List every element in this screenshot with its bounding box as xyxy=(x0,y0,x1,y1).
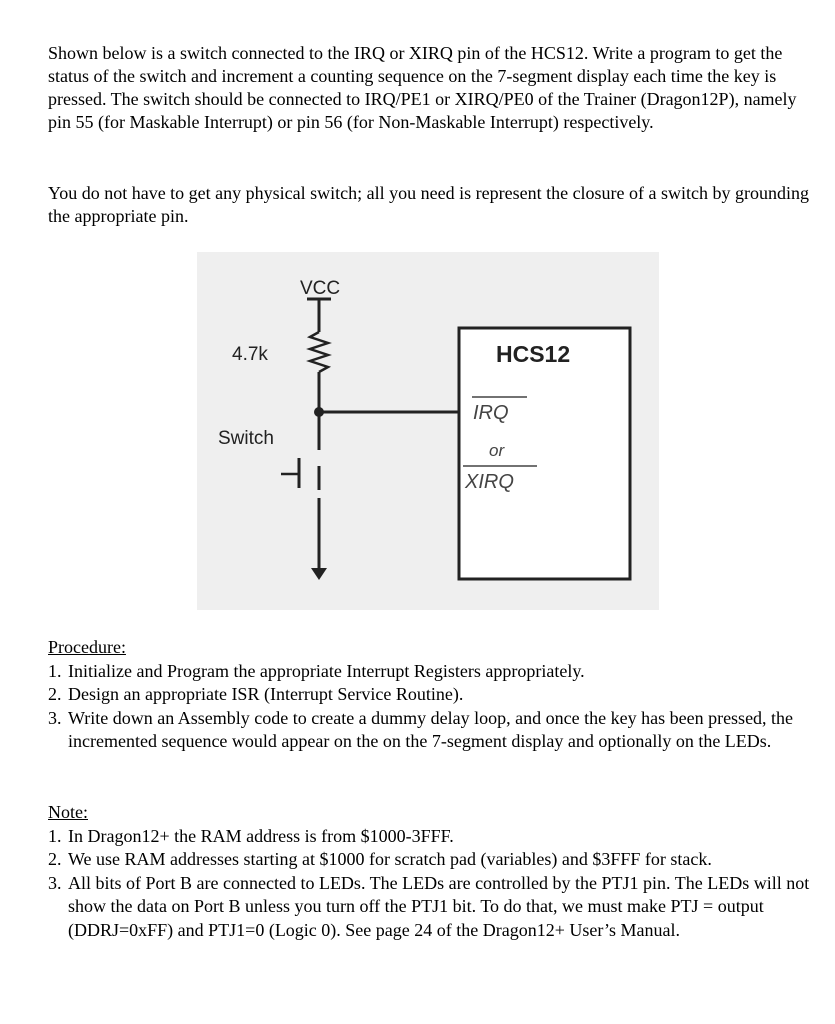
chip-label: HCS12 xyxy=(496,341,571,367)
note-section xyxy=(48,801,818,942)
vcc-label: VCC xyxy=(300,278,341,299)
switch-label: Switch xyxy=(218,428,274,449)
list-item: 1. In Dragon12+ the RAM address is from $1000-3FFF. xyxy=(48,825,454,846)
list-item: 2. We use RAM addresses starting at $1000 for scratch pad (variables) and $3FFF for stack. xyxy=(48,849,712,869)
list-item: 3. Write down an Assembly code to create a dummy delay loop, and once the key has been pressed, the incremented sequence would appear on the on the 7-segment display and optionally on the LEDs. xyxy=(48,707,794,751)
pin-irq-label: IRQ xyxy=(473,402,509,424)
procedure-section xyxy=(48,636,818,754)
procedure-list xyxy=(48,660,818,754)
note-list xyxy=(48,825,818,943)
circuit-diagram xyxy=(197,252,659,610)
resistor-label: 4.7k xyxy=(232,344,268,365)
list-item: 3. All bits of Port B are connected to LEDs. The LEDs are controlled by the PTJ1 pin. The LEDs will not show the data on Port B unless you turn off the PTJ1 bit. To do that, we must make PTJ = output (DDRJ=0xFF) and PTJ1=0 (Logic 0). See page 24 of the Dragon12+ User’s Manual. xyxy=(48,872,810,940)
pin-or-label: or xyxy=(489,441,505,460)
list-item: 1. Initialize and Program the appropriate Interrupt Registers appropriately. xyxy=(48,660,585,681)
pin-xirq-label: XIRQ xyxy=(465,471,514,493)
list-item: 2. Design an appropriate ISR (Interrupt Service Routine). xyxy=(48,684,464,704)
intro-paragraph-1: Shown below is a switch connected to the IRQ or XIRQ pin of the HCS12. Write a program to get the status of the switch and increment a counting sequence on the 7-segment display each time the key is pressed. The switch should be connected to IRQ/PE1 or XIRQ/PE0 of the Trainer (Dragon12P), namely pin 55 (for Maskable Interrupt) or pin 56 (for Non-Maskable Interrupt) respectively. xyxy=(48,43,797,132)
procedure-heading: Procedure: xyxy=(48,637,126,657)
intro-paragraph-2: You do not have to get any physical switch; all you need is represent the closure of a switch by grounding the appropriate pin. xyxy=(48,183,810,226)
note-heading: Note: xyxy=(48,802,88,822)
